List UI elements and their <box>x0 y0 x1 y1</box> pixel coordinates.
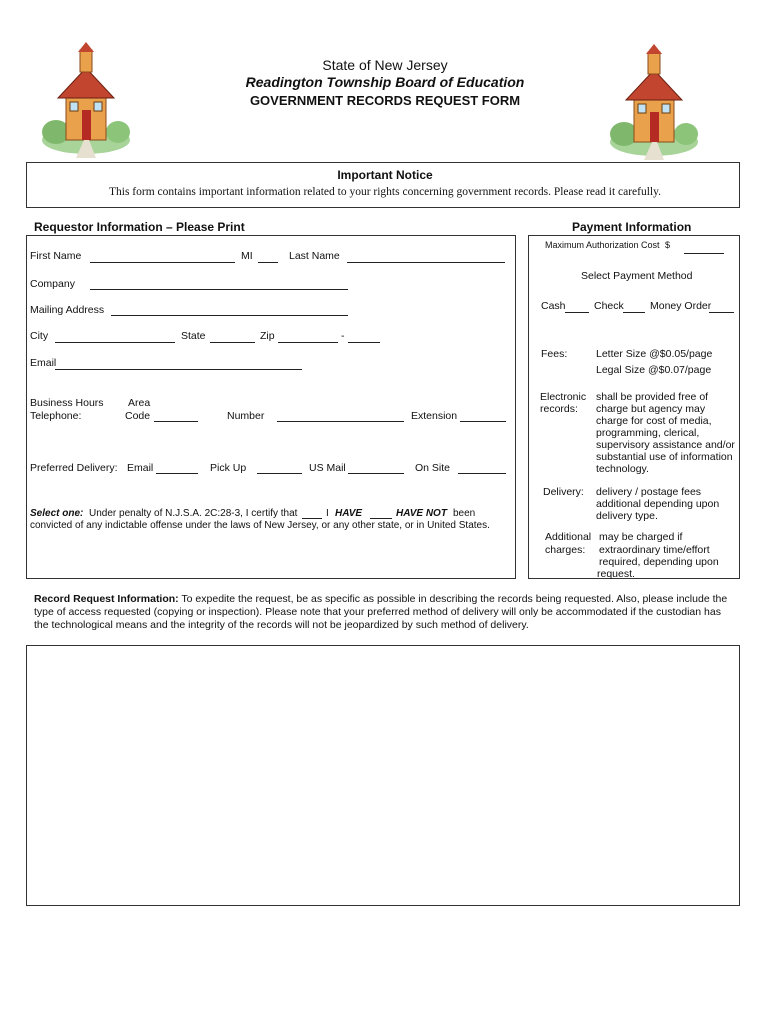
pick-up-label: Pick Up <box>210 462 247 474</box>
record-request-text: To expedite the request, be as specific as possible in describing the records being requested. Also, please include the type of access requested (copying or inspection). Please note that your preferred method of delivery will only be accommodated if the custodian has the technological means and the integrity of the records will not be jeopardized by such method of delivery. <box>34 593 728 631</box>
state-field[interactable] <box>210 342 255 343</box>
additional-line: extraordinary time/effort <box>599 544 710 556</box>
been-label: been <box>453 508 476 519</box>
delivery-email-field[interactable] <box>156 473 198 474</box>
header-board: Readington Township Board of Education <box>245 74 525 90</box>
max-auth-label: Maximum Authorization Cost <box>545 240 660 250</box>
phone-number-field[interactable] <box>277 421 404 422</box>
additional-label-1: Additional <box>545 531 592 543</box>
cash-label: Cash <box>541 300 566 312</box>
zip-dash: - <box>341 330 345 342</box>
on-site-label: On Site <box>415 462 451 474</box>
payment-heading: Payment Information <box>572 220 692 234</box>
telephone-label: Telephone: <box>30 410 82 422</box>
city-label: City <box>30 330 49 342</box>
fee-letter: Letter Size @$0.05/page <box>596 348 713 360</box>
header-state: State of New Jersey <box>322 57 448 73</box>
mailing-address-label: Mailing Address <box>30 304 105 316</box>
max-auth-field[interactable] <box>684 253 724 254</box>
delivery-line: delivery type. <box>596 510 658 522</box>
number-label: Number <box>227 410 265 422</box>
delivery-line: additional depending upon <box>596 498 720 510</box>
zip-field[interactable] <box>278 342 338 343</box>
last-name-field[interactable] <box>347 262 505 263</box>
first-name-field[interactable] <box>90 262 235 263</box>
delivery-label: Delivery: <box>543 486 584 498</box>
additional-label-2: charges: <box>545 544 586 556</box>
area-label: Area <box>128 397 151 409</box>
zip-label: Zip <box>260 330 275 342</box>
delivery-email-label: Email <box>127 462 154 474</box>
electronic-line: programming, clerical, <box>596 427 700 439</box>
city-field[interactable] <box>55 342 175 343</box>
on-site-field[interactable] <box>458 473 506 474</box>
money-order-label: Money Order <box>650 300 712 312</box>
state-label: State <box>181 330 206 342</box>
mi-label: MI <box>241 250 253 262</box>
notice-title: Important Notice <box>337 168 433 182</box>
have-not-checkbox-field[interactable] <box>370 518 392 519</box>
record-request-heading: Record Request Information: <box>34 593 179 605</box>
form-title: GOVERNMENT RECORDS REQUEST FORM <box>249 93 521 108</box>
fee-legal: Legal Size @$0.07/page <box>596 364 712 376</box>
select-payment-label: Select Payment Method <box>581 270 693 282</box>
company-label: Company <box>30 278 75 290</box>
have-not-label: HAVE NOT <box>396 508 447 519</box>
electronic-line: supervisory assistance and/or <box>596 439 735 451</box>
electronic-label-1: Electronic <box>540 391 587 403</box>
electronic-label-2: records: <box>540 403 578 415</box>
electronic-line: substantial use of information <box>596 451 733 463</box>
check-field[interactable] <box>623 312 645 313</box>
preferred-delivery-label: Preferred Delivery: <box>30 462 118 474</box>
us-mail-label: US Mail <box>309 462 346 474</box>
i-label: I <box>326 508 329 519</box>
money-order-field[interactable] <box>709 312 734 313</box>
electronic-line: charge for cost of media, <box>596 415 712 427</box>
mi-field[interactable] <box>258 262 278 263</box>
extension-field[interactable] <box>460 421 506 422</box>
dollar-sign: $ <box>665 240 671 250</box>
record-request-textarea[interactable] <box>26 645 740 906</box>
electronic-line: charge but agency may <box>596 403 706 415</box>
last-name-label: Last Name <box>289 250 340 262</box>
zip-ext-field[interactable] <box>348 342 380 343</box>
notice-text: This form contains important information related to your rights concerning government records. Please read it carefully. <box>108 186 662 198</box>
pick-up-field[interactable] <box>257 473 302 474</box>
check-label: Check <box>594 300 624 312</box>
record-request-paragraph <box>34 593 734 632</box>
electronic-line: shall be provided free of <box>596 391 709 403</box>
extension-label: Extension <box>411 410 458 422</box>
cash-field[interactable] <box>565 312 589 313</box>
electronic-line: technology. <box>596 463 649 475</box>
us-mail-field[interactable] <box>348 473 404 474</box>
have-label: HAVE <box>335 508 363 519</box>
area-code-field[interactable] <box>154 421 198 422</box>
mailing-address-field[interactable] <box>111 315 348 316</box>
business-hours-label: Business Hours <box>30 397 104 409</box>
requestor-heading: Requestor Information – Please Print <box>34 220 245 234</box>
email-field[interactable] <box>55 369 302 370</box>
additional-line: request. <box>597 568 635 580</box>
email-label: Email <box>30 357 57 369</box>
code-label: Code <box>125 410 151 422</box>
first-name-label: First Name <box>30 250 82 262</box>
additional-line: required, depending upon <box>599 556 719 568</box>
delivery-line: delivery / postage fees <box>596 486 702 498</box>
fees-label: Fees: <box>541 348 568 360</box>
certify-text: Under penalty of N.J.S.A. 2C:28-3, I certify that <box>89 508 298 519</box>
convicted-text: convicted of any indictable offense under the laws of New Jersey, or any other state, or in United States. <box>30 520 490 531</box>
company-field[interactable] <box>90 289 348 290</box>
select-one-label: Select one: <box>30 508 84 519</box>
additional-line: may be charged if <box>599 531 683 543</box>
have-checkbox-field[interactable] <box>302 518 322 519</box>
